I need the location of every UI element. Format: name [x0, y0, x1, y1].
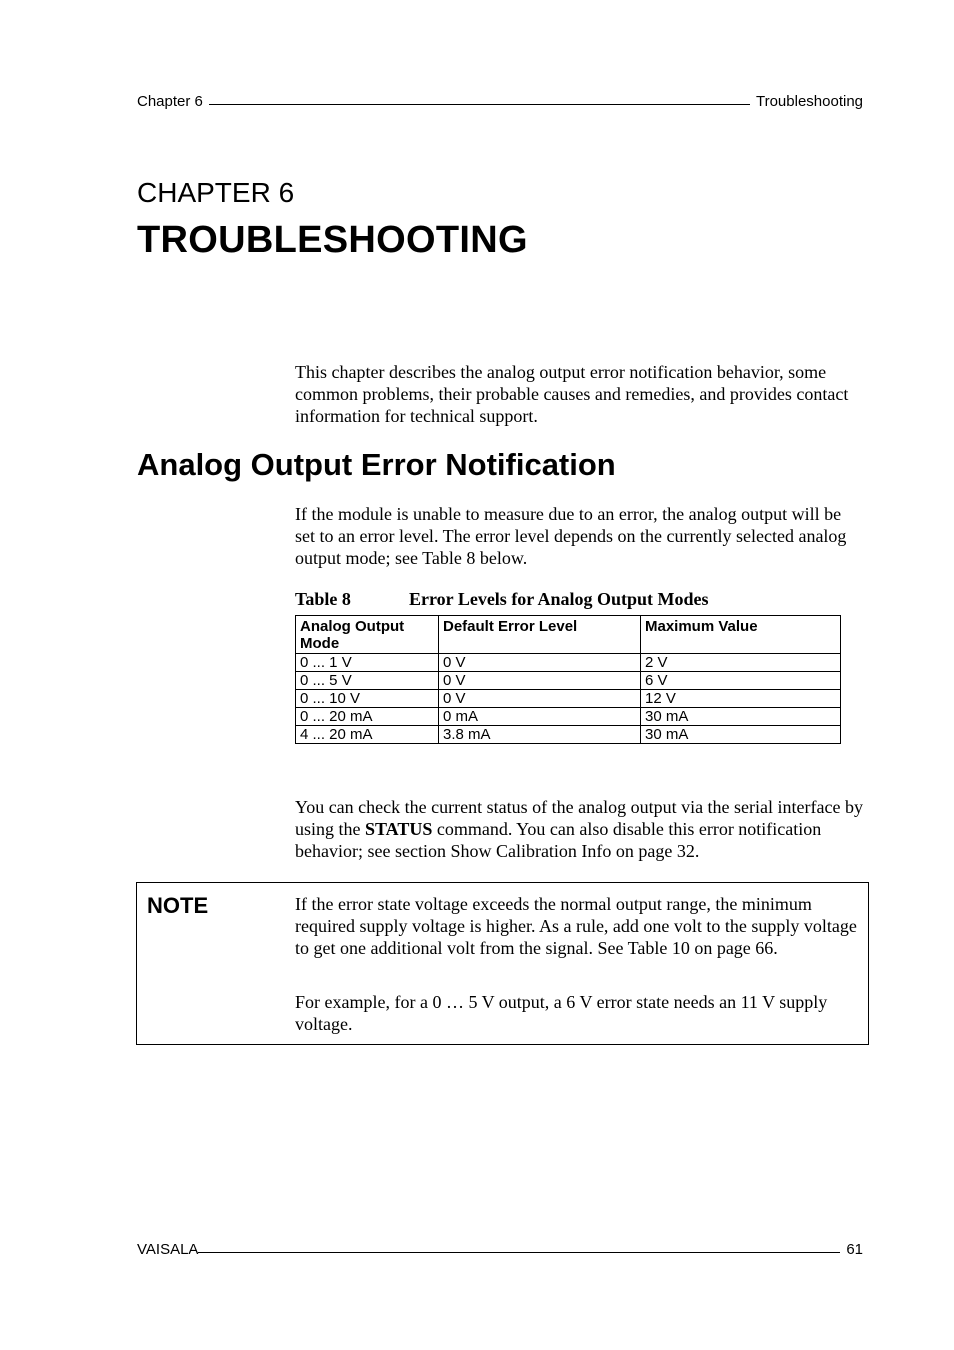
table-row: [296, 654, 841, 672]
table-cell: 0 V: [439, 672, 641, 690]
table-cell: 12 V: [641, 690, 841, 708]
table-caption-number: Table 8: [295, 589, 351, 609]
status-command: STATUS: [365, 819, 433, 839]
running-header: [137, 90, 863, 110]
footer-company: VAISALA: [137, 1241, 199, 1258]
table-caption: [295, 589, 709, 610]
table-header-row: [296, 616, 841, 654]
column-header-mode: Analog Output Mode: [296, 616, 439, 654]
table-cell: 30 mA: [641, 708, 841, 726]
footer-page-number: 61: [846, 1241, 863, 1258]
table-row: [296, 690, 841, 708]
column-header-default-error: Default Error Level: [439, 616, 641, 654]
chapter-title: TROUBLESHOOTING: [137, 219, 528, 261]
table-cell: 0 mA: [439, 708, 641, 726]
table-cell: 30 mA: [641, 726, 841, 744]
table-row: [296, 726, 841, 744]
footer-rule: [198, 1252, 840, 1253]
header-rule: [209, 104, 750, 105]
status-text-before: You can check the current status of the analog output via the serial interface by using the: [295, 797, 863, 839]
note-label: NOTE: [147, 893, 209, 918]
table-cell: 0 ... 1 V: [296, 654, 439, 672]
table-cell: 0 ... 20 mA: [296, 708, 439, 726]
chapter-label: CHAPTER 6: [137, 177, 295, 208]
table-cell: 0 ... 5 V: [296, 672, 439, 690]
table-cell: 3.8 mA: [439, 726, 641, 744]
table-cell: 0 V: [439, 654, 641, 672]
status-text-after: command. You can also disable this error notification behavior; see section Show Calibration Info on page 32.: [295, 819, 822, 861]
error-levels-table: [295, 615, 841, 744]
header-section: Troubleshooting: [755, 93, 863, 110]
table-row: [296, 708, 841, 726]
table-cell: 6 V: [641, 672, 841, 690]
running-footer: [137, 1238, 863, 1258]
note-paragraph-1: If the error state voltage exceeds the normal output range, the minimum required supply voltage is higher. As a rule, add one volt to the supply voltage to get one additional volt from the signal. See Table 10 on page 66.: [295, 894, 857, 958]
header-chapter: Chapter 6: [137, 93, 203, 110]
section-paragraph: If the module is unable to measure due to an error, the analog output will be set to an error level. The error level depends on the currently selected analog output mode; see Table 8 below.: [295, 504, 847, 568]
note-paragraph-2: For example, for a 0 … 5 V output, a 6 V error state needs an 11 V supply voltage.: [295, 992, 828, 1034]
section-heading: Analog Output Error Notification: [137, 447, 616, 482]
table-cell: 4 ... 20 mA: [296, 726, 439, 744]
intro-paragraph: This chapter describes the analog output error notification behavior, some common problems, their probable causes and remedies, and provides contact information for technical support.: [295, 362, 849, 426]
note-box: [136, 882, 869, 1045]
column-header-maximum: Maximum Value: [641, 616, 841, 654]
status-paragraph: [295, 796, 870, 862]
table-cell: 2 V: [641, 654, 841, 672]
table-caption-title: Error Levels for Analog Output Modes: [409, 589, 709, 609]
table-cell: 0 ... 10 V: [296, 690, 439, 708]
table-cell: 0 V: [439, 690, 641, 708]
table-row: [296, 672, 841, 690]
